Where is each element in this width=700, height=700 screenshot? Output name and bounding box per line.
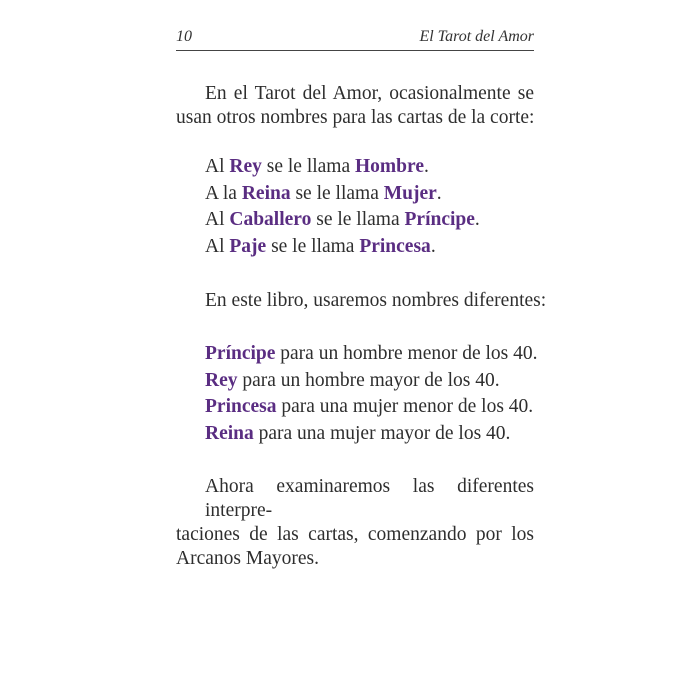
closing-line-1: Ahora examinaremos las diferentes interpre- bbox=[205, 476, 534, 521]
intro-line-1: En el Tarot del Amor, ocasionalmente se bbox=[205, 83, 534, 104]
closing-line-2: taciones de las cartas, comenzando por los bbox=[176, 524, 534, 545]
book-intro-line: En este libro, usaremos nombres diferentes: bbox=[205, 290, 547, 311]
card-name: Paje bbox=[229, 235, 267, 257]
card-alias: Hombre bbox=[355, 156, 424, 177]
book-name-row: Princesa para una mujer menor de los 40. bbox=[205, 396, 534, 417]
card-alias: Mujer bbox=[383, 182, 437, 204]
book-names-list bbox=[205, 341, 545, 447]
running-header bbox=[176, 28, 534, 50]
card-name: Rey bbox=[205, 369, 238, 391]
card-name: Príncipe bbox=[205, 343, 276, 364]
court-name-row: Al Paje se le llama Princesa. bbox=[205, 235, 436, 257]
running-title: El Tarot del Amor bbox=[419, 28, 534, 45]
card-name: Rey bbox=[229, 156, 262, 177]
page-number: 10 bbox=[176, 28, 192, 45]
card-alias: Príncipe bbox=[404, 209, 475, 230]
book-name-row: Rey para un hombre mayor de los 40. bbox=[205, 369, 500, 391]
card-name: Princesa bbox=[205, 396, 277, 417]
court-name-row: Al Rey se le llama Hombre. bbox=[205, 156, 429, 177]
court-name-row: Al Caballero se le llama Príncipe. bbox=[205, 209, 480, 230]
closing-paragraph bbox=[176, 475, 534, 571]
card-name: Caballero bbox=[229, 209, 312, 230]
book-name-row: Príncipe para un hombre menor de los 40. bbox=[205, 343, 538, 364]
book-name-row: Reina para una mujer mayor de los 40. bbox=[205, 422, 511, 444]
card-alias: Princesa bbox=[359, 235, 431, 257]
court-names-list bbox=[205, 154, 545, 260]
header-rule bbox=[176, 50, 534, 51]
card-name: Reina bbox=[241, 182, 291, 204]
court-name-row: A la Reina se le llama Mujer. bbox=[205, 182, 442, 204]
card-name: Reina bbox=[205, 422, 254, 444]
intro-paragraph bbox=[176, 82, 534, 130]
book-intro-paragraph bbox=[205, 288, 545, 315]
closing-line-3: Arcanos Mayores. bbox=[176, 548, 319, 569]
intro-line-2: usan otros nombres para las cartas de la corte: bbox=[176, 107, 535, 128]
